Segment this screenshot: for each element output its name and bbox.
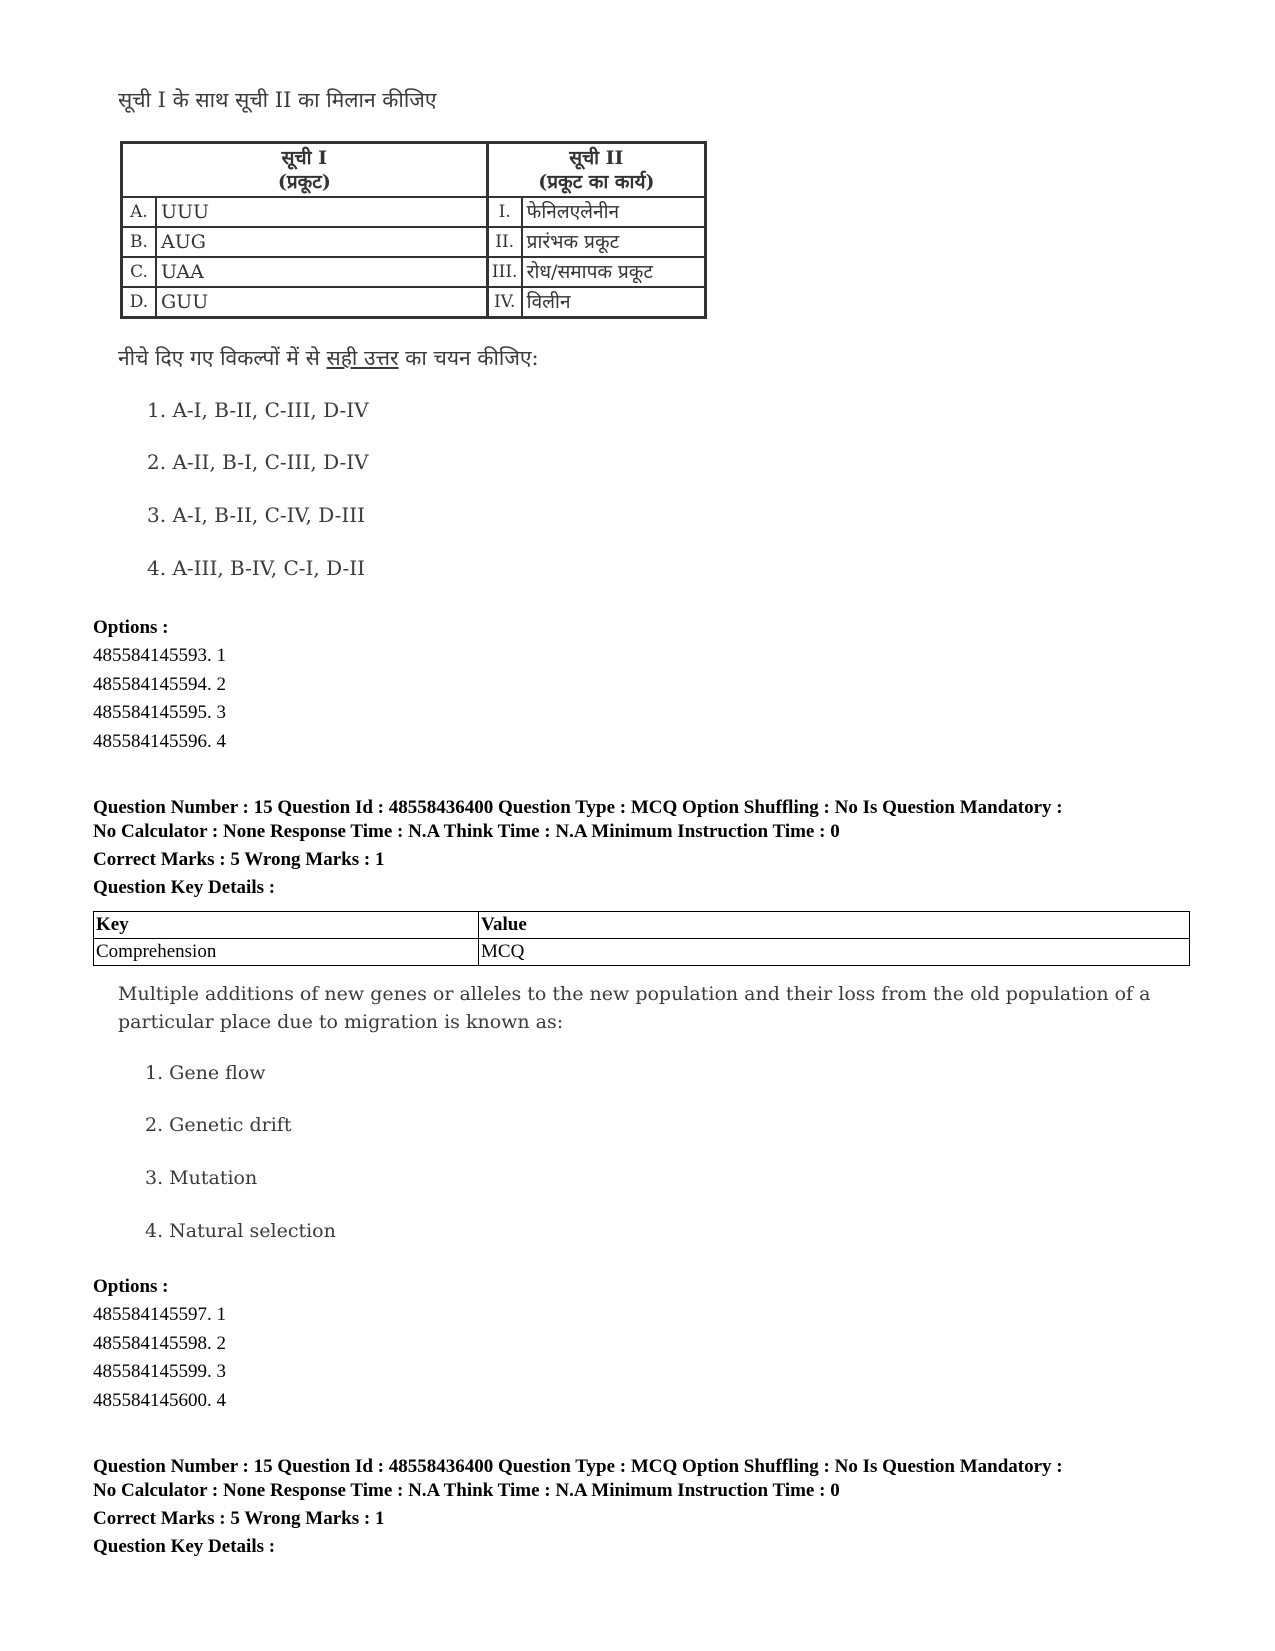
option-id: 485584145596. 4 bbox=[93, 731, 226, 752]
prompt-text: नीचे दिए गए विकल्पों में से bbox=[118, 346, 327, 370]
row-label: IV. bbox=[487, 287, 522, 318]
key-header: Key bbox=[94, 912, 479, 939]
option-id: 485584145597. 1 bbox=[93, 1304, 226, 1325]
codon-cell: AUG bbox=[156, 227, 487, 257]
question-meta: Question Number : 15 Question Id : 48558436400 Question Type : MCQ Option Shuffling : No Is Question Mandatory : bbox=[93, 1456, 1063, 1477]
key-details-label: Question Key Details : bbox=[93, 1536, 276, 1557]
option-id: 485584145600. 4 bbox=[93, 1390, 226, 1411]
option-id: 485584145595. 3 bbox=[93, 702, 226, 723]
option-id: 485584145599. 3 bbox=[93, 1361, 226, 1382]
key-details-label: Question Key Details : bbox=[93, 877, 276, 898]
key-details-table bbox=[93, 911, 1190, 966]
list-two-title: सूची II bbox=[569, 147, 624, 169]
choice-2: 2. A-II, B-I, C-III, D-IV bbox=[147, 450, 369, 474]
table-row bbox=[122, 227, 706, 257]
prompt-emphasis: सही उत्तर bbox=[326, 346, 399, 370]
row-label: III. bbox=[487, 257, 522, 287]
codon-cell: UAA bbox=[156, 257, 487, 287]
table-row bbox=[122, 257, 706, 287]
codon-cell: UUU bbox=[156, 197, 487, 227]
table-row bbox=[94, 912, 1190, 939]
table-row bbox=[122, 197, 706, 227]
choice-4: 4. A-III, B-IV, C-I, D-II bbox=[147, 556, 366, 580]
options-label: Options : bbox=[93, 1276, 169, 1297]
marks-info: Correct Marks : 5 Wrong Marks : 1 bbox=[93, 1508, 385, 1529]
row-label: I. bbox=[487, 197, 522, 227]
list-one-subtitle: (प्रकूट) bbox=[277, 171, 331, 193]
list-two-subtitle: (प्रकूट का कार्य) bbox=[538, 171, 655, 193]
options-label: Options : bbox=[93, 617, 169, 638]
row-label: C. bbox=[122, 257, 157, 287]
option-id: 485584145598. 2 bbox=[93, 1333, 226, 1354]
question-text bbox=[118, 980, 1150, 1036]
question-meta: Question Number : 15 Question Id : 48558436400 Question Type : MCQ Option Shuffling : No Is Question Mandatory : bbox=[93, 797, 1063, 818]
key-cell: Comprehension bbox=[94, 939, 479, 966]
value-header: Value bbox=[479, 912, 1190, 939]
choice-4: 4. Natural selection bbox=[145, 1220, 336, 1242]
codon-cell: GUU bbox=[156, 287, 487, 318]
choice-3: 3. A-I, B-II, C-IV, D-III bbox=[147, 503, 366, 527]
row-label: II. bbox=[487, 227, 522, 257]
function-cell: फेनिलएलेनीन bbox=[522, 197, 706, 227]
list-two-header bbox=[487, 143, 705, 198]
list-one-header bbox=[122, 143, 488, 198]
choice-2: 2. Genetic drift bbox=[145, 1114, 292, 1136]
list-one-title: सूची I bbox=[281, 147, 327, 169]
option-id: 485584145594. 2 bbox=[93, 674, 226, 695]
table-row bbox=[94, 939, 1190, 966]
choice-3: 3. Mutation bbox=[145, 1167, 258, 1189]
marks-info: Correct Marks : 5 Wrong Marks : 1 bbox=[93, 849, 385, 870]
question-line: particular place due to migration is known as: bbox=[118, 1011, 564, 1033]
option-id: 485584145593. 1 bbox=[93, 645, 226, 666]
function-cell: विलीन bbox=[522, 287, 706, 318]
function-cell: रोध/समापक प्रकूट bbox=[522, 257, 706, 287]
choice-1: 1. A-I, B-II, C-III, D-IV bbox=[147, 398, 369, 422]
match-table bbox=[120, 141, 707, 319]
row-label: A. bbox=[122, 197, 157, 227]
match-instruction: सूची I के साथ सूची II का मिलान कीजिए bbox=[118, 88, 437, 112]
prompt-text: का चयन कीजिए: bbox=[398, 346, 539, 370]
answer-prompt bbox=[118, 344, 539, 372]
question-meta: No Calculator : None Response Time : N.A Think Time : N.A Minimum Instruction Time : 0 bbox=[93, 1480, 840, 1501]
function-cell: प्रारंभक प्रकूट bbox=[522, 227, 706, 257]
value-cell: MCQ bbox=[479, 939, 1190, 966]
row-label: B. bbox=[122, 227, 157, 257]
choice-1: 1. Gene flow bbox=[145, 1062, 266, 1084]
row-label: D. bbox=[122, 287, 157, 318]
question-line: Multiple additions of new genes or alleles to the new population and their loss from the old population of a bbox=[118, 983, 1151, 1005]
question-meta: No Calculator : None Response Time : N.A Think Time : N.A Minimum Instruction Time : 0 bbox=[93, 821, 840, 842]
table-row bbox=[122, 287, 706, 318]
